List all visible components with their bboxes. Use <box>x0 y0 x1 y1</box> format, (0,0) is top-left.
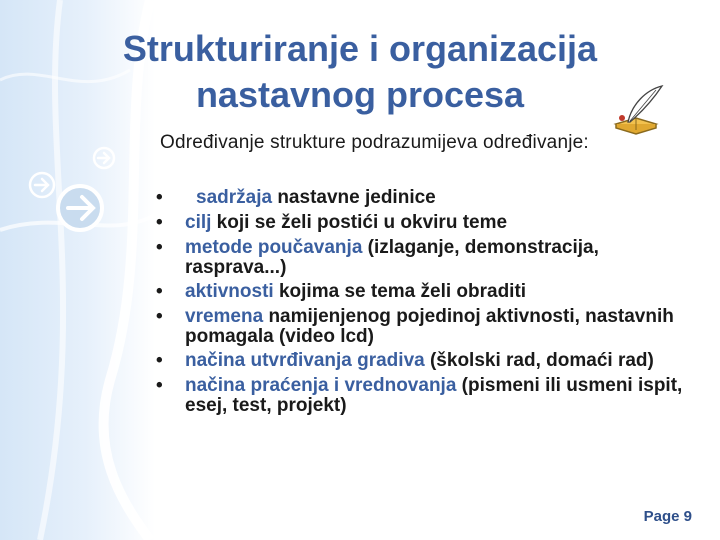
intro-text: Određivanje strukture podrazumijeva određivanje: <box>160 132 589 153</box>
list-item <box>156 351 696 371</box>
title-line-1: Strukturiranje i organizacija <box>122 28 598 69</box>
item-text: (školski rad, domaći rad) <box>424 350 654 371</box>
list-item <box>156 307 696 347</box>
list-item <box>156 238 696 278</box>
arrow-right-circle-icon <box>30 173 54 197</box>
item-text: nastavne jedinice <box>272 187 436 208</box>
bullet: • <box>156 281 163 302</box>
item-text: (pismeni ili usmeni ispit, esej, test, projekt) <box>185 374 683 416</box>
arrow-right-circle-icon <box>94 148 114 168</box>
item-highlight: vremena <box>185 305 264 327</box>
item-highlight: aktivnosti <box>185 281 274 302</box>
item-highlight: cilj <box>185 212 212 233</box>
bullet: • <box>156 212 163 233</box>
quill-book-icon <box>606 84 666 136</box>
item-text: namijenjenog pojedinoj aktivnosti, nastavnih pomagala (video lcd) <box>185 305 674 347</box>
bullet: • <box>156 305 163 327</box>
item-text: koji se želi postići u okviru teme <box>211 212 508 233</box>
item-highlight: metode poučavanja <box>185 236 363 258</box>
page-number: Page 9 <box>643 508 692 525</box>
item-text: (izlaganje, demonstracija, rasprava...) <box>185 236 599 278</box>
bullet: • <box>156 350 163 371</box>
item-highlight: načina praćenja i vrednovanja <box>185 374 457 396</box>
bullet: • <box>156 187 163 208</box>
content-list <box>156 188 696 420</box>
slide-title <box>80 26 640 118</box>
item-highlight: sadržaja <box>196 187 273 208</box>
item-highlight: načina utvrđivanja gradiva <box>185 350 425 371</box>
title-line-2: nastavnog procesa <box>195 74 525 115</box>
list-item <box>156 188 696 208</box>
bullet: • <box>156 374 163 396</box>
list-item <box>156 376 696 416</box>
bullet: • <box>156 236 163 258</box>
list-item <box>156 213 696 233</box>
list-item <box>156 282 696 302</box>
item-text: kojima se tema želi obraditi <box>273 281 527 302</box>
arrow-right-circle-icon <box>58 186 102 230</box>
